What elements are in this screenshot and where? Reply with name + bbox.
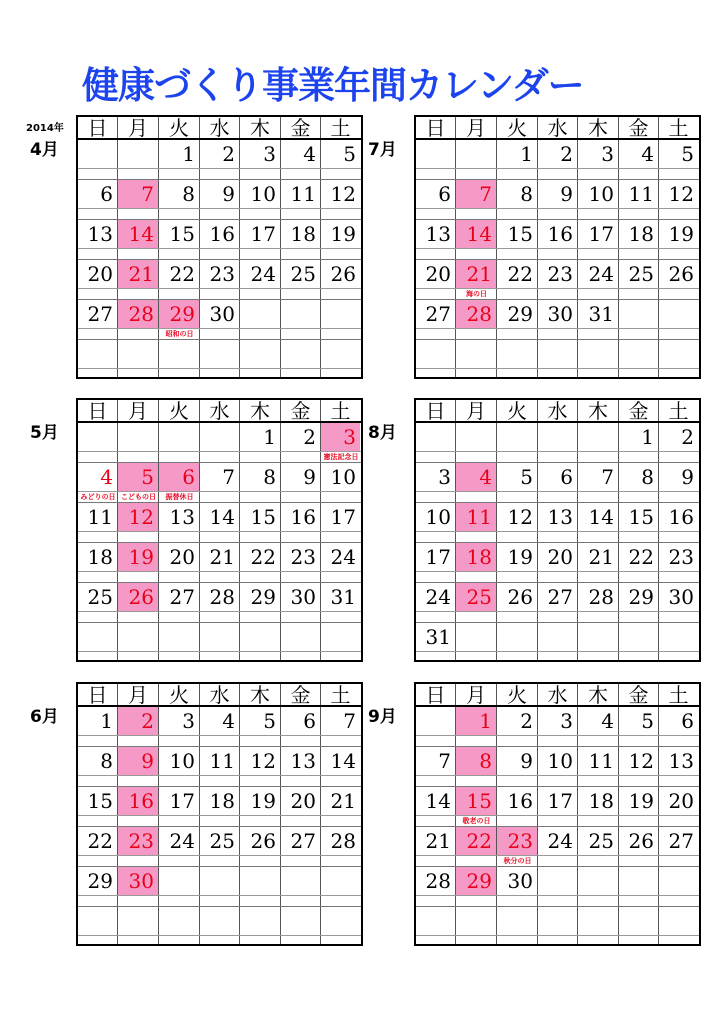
day-cell: 14 xyxy=(456,220,496,248)
day-cell: 30 xyxy=(118,867,158,895)
day-cell: 7 xyxy=(438,749,451,773)
week-row xyxy=(416,543,699,583)
weekday-label: 水 xyxy=(209,399,230,423)
day-cell: 27 xyxy=(668,829,694,853)
weekday-label: 火 xyxy=(507,683,527,707)
day-cell: 19 xyxy=(668,222,694,246)
weekday-header xyxy=(78,117,361,140)
day-cell: 26 xyxy=(118,583,158,611)
week-row xyxy=(78,140,361,180)
day-cell: 15 xyxy=(456,787,496,815)
week-row xyxy=(416,463,699,503)
week-row xyxy=(416,867,699,907)
weekday-label: 土 xyxy=(668,683,689,707)
weekday-label: 木 xyxy=(250,683,270,707)
weekday-label: 木 xyxy=(588,399,608,423)
day-cell: 4 xyxy=(456,463,496,491)
month-calendar xyxy=(414,682,701,946)
day-cell: 21 xyxy=(456,260,496,288)
weekday-label: 金 xyxy=(290,116,311,140)
day-cell: 4 xyxy=(641,142,654,166)
day-cell: 2 xyxy=(520,709,533,733)
day-cell: 22 xyxy=(628,545,654,569)
day-cell: 24 xyxy=(250,262,276,286)
day-cell: 24 xyxy=(425,585,451,609)
week-row xyxy=(78,707,361,747)
day-cell: 23 xyxy=(547,262,573,286)
week-row xyxy=(78,300,361,340)
day-cell: 11 xyxy=(87,505,113,529)
day-cell: 20 xyxy=(169,545,195,569)
day-cell: 16 xyxy=(507,789,533,813)
day-cell: 25 xyxy=(628,262,654,286)
week-row xyxy=(78,340,361,380)
day-cell: 25 xyxy=(290,262,316,286)
day-cell: 29 xyxy=(159,300,199,328)
week-row xyxy=(416,340,699,380)
holiday-note: 振替休日 xyxy=(165,493,194,501)
day-cell: 23 xyxy=(668,545,694,569)
day-cell: 1 xyxy=(520,142,533,166)
weekday-header xyxy=(416,684,699,707)
day-cell: 10 xyxy=(547,749,573,773)
week-row xyxy=(78,260,361,300)
day-cell: 6 xyxy=(303,709,316,733)
day-cell: 19 xyxy=(628,789,654,813)
day-cell: 21 xyxy=(330,789,356,813)
day-cell: 13 xyxy=(547,505,573,529)
day-cell: 14 xyxy=(425,789,451,813)
week-row xyxy=(416,583,699,623)
day-cell: 1 xyxy=(263,425,276,449)
day-cell: 26 xyxy=(507,585,533,609)
day-cell: 1 xyxy=(456,707,496,735)
day-cell: 12 xyxy=(250,749,276,773)
month-calendar xyxy=(414,115,701,379)
day-cell: 21 xyxy=(588,545,614,569)
day-cell: 11 xyxy=(628,182,654,206)
day-cell: 4 xyxy=(100,465,113,489)
day-cell: 25 xyxy=(456,583,496,611)
day-cell: 15 xyxy=(87,789,113,813)
day-cell: 5 xyxy=(118,463,158,491)
day-cell: 8 xyxy=(641,465,654,489)
day-cell: 16 xyxy=(668,505,694,529)
day-cell: 11 xyxy=(290,182,316,206)
weekday-label: 水 xyxy=(547,399,568,423)
day-cell: 20 xyxy=(668,789,694,813)
day-cell: 12 xyxy=(668,182,694,206)
day-cell: 27 xyxy=(169,585,195,609)
weekday-label: 土 xyxy=(330,116,351,140)
day-cell: 12 xyxy=(507,505,533,529)
day-cell: 9 xyxy=(118,747,158,775)
day-cell: 3 xyxy=(601,142,614,166)
day-cell: 17 xyxy=(330,505,356,529)
day-cell: 10 xyxy=(588,182,614,206)
day-cell: 12 xyxy=(330,182,356,206)
day-cell: 13 xyxy=(425,222,451,246)
weekday-label: 金 xyxy=(628,116,649,140)
day-cell: 30 xyxy=(547,302,573,326)
weekday-label: 月 xyxy=(128,399,148,423)
day-cell: 2 xyxy=(681,425,694,449)
day-cell: 29 xyxy=(507,302,533,326)
day-cell: 4 xyxy=(601,709,614,733)
weekday-label: 水 xyxy=(209,683,230,707)
weekday-label: 日 xyxy=(425,683,446,707)
week-row xyxy=(416,300,699,340)
day-cell: 8 xyxy=(456,747,496,775)
week-row xyxy=(78,583,361,623)
day-cell: 10 xyxy=(169,749,195,773)
day-cell: 29 xyxy=(456,867,496,895)
day-cell: 27 xyxy=(290,829,316,853)
day-cell: 25 xyxy=(588,829,614,853)
day-cell: 28 xyxy=(118,300,158,328)
week-row xyxy=(416,140,699,180)
weekday-label: 水 xyxy=(547,116,568,140)
day-cell: 11 xyxy=(456,503,496,531)
day-cell: 22 xyxy=(507,262,533,286)
day-cell: 23 xyxy=(209,262,235,286)
weekday-label: 水 xyxy=(209,116,230,140)
week-row xyxy=(416,623,699,663)
day-cell: 18 xyxy=(87,545,113,569)
day-cell: 28 xyxy=(330,829,356,853)
day-cell: 29 xyxy=(87,869,113,893)
week-row xyxy=(78,747,361,787)
day-cell: 15 xyxy=(169,222,195,246)
day-cell: 3 xyxy=(438,465,451,489)
weekday-label: 日 xyxy=(425,399,446,423)
day-cell: 31 xyxy=(330,585,356,609)
day-cell: 10 xyxy=(330,465,356,489)
month-label: 8月 xyxy=(368,423,397,443)
weekday-label: 月 xyxy=(466,399,486,423)
day-cell: 13 xyxy=(290,749,316,773)
day-cell: 19 xyxy=(118,543,158,571)
week-row xyxy=(78,543,361,583)
weekday-header xyxy=(416,117,699,140)
day-cell: 19 xyxy=(507,545,533,569)
weekday-label: 火 xyxy=(169,116,189,140)
day-cell: 28 xyxy=(209,585,235,609)
day-cell: 17 xyxy=(547,789,573,813)
day-cell: 28 xyxy=(456,300,496,328)
day-cell: 27 xyxy=(425,302,451,326)
weekday-label: 土 xyxy=(668,116,689,140)
holiday-note: 秋分の日 xyxy=(503,857,532,865)
day-cell: 23 xyxy=(118,827,158,855)
day-cell: 14 xyxy=(118,220,158,248)
day-cell: 18 xyxy=(588,789,614,813)
day-cell: 30 xyxy=(668,585,694,609)
day-cell: 13 xyxy=(668,749,694,773)
day-cell: 18 xyxy=(209,789,235,813)
holiday-note: 昭和の日 xyxy=(165,330,194,338)
day-cell: 9 xyxy=(222,182,235,206)
day-cell: 18 xyxy=(628,222,654,246)
day-cell: 22 xyxy=(87,829,113,853)
month-calendar xyxy=(76,115,363,379)
weekday-label: 土 xyxy=(330,683,351,707)
day-cell: 16 xyxy=(547,222,573,246)
day-cell: 12 xyxy=(118,503,158,531)
day-cell: 21 xyxy=(209,545,235,569)
weekday-header xyxy=(78,684,361,707)
week-row xyxy=(78,787,361,827)
day-cell: 7 xyxy=(118,180,158,208)
day-cell: 22 xyxy=(456,827,496,855)
day-cell: 6 xyxy=(100,182,113,206)
weekday-label: 火 xyxy=(169,399,189,423)
day-cell: 8 xyxy=(520,182,533,206)
day-cell: 9 xyxy=(681,465,694,489)
day-cell: 10 xyxy=(425,505,451,529)
day-cell: 8 xyxy=(100,749,113,773)
month-label: 6月 xyxy=(30,707,59,727)
day-cell: 16 xyxy=(118,787,158,815)
day-cell: 21 xyxy=(118,260,158,288)
holiday-note: みどりの日 xyxy=(80,493,116,501)
weekday-label: 金 xyxy=(628,399,649,423)
day-cell: 19 xyxy=(250,789,276,813)
day-cell: 10 xyxy=(250,182,276,206)
day-cell: 29 xyxy=(628,585,654,609)
day-cell: 18 xyxy=(456,543,496,571)
day-cell: 5 xyxy=(681,142,694,166)
month-calendar xyxy=(76,398,363,662)
day-cell: 5 xyxy=(263,709,276,733)
day-cell: 3 xyxy=(182,709,195,733)
weekday-label: 月 xyxy=(128,683,148,707)
day-cell: 24 xyxy=(547,829,573,853)
weekday-label: 木 xyxy=(588,683,608,707)
day-cell: 16 xyxy=(290,505,316,529)
day-cell: 21 xyxy=(425,829,451,853)
day-cell: 27 xyxy=(87,302,113,326)
weekday-label: 土 xyxy=(668,399,689,423)
week-row xyxy=(78,463,361,503)
weekday-label: 火 xyxy=(507,116,527,140)
day-cell: 12 xyxy=(628,749,654,773)
week-row xyxy=(78,907,361,947)
week-row xyxy=(416,747,699,787)
day-cell: 26 xyxy=(330,262,356,286)
week-row xyxy=(416,907,699,947)
week-row xyxy=(78,503,361,543)
day-cell: 15 xyxy=(628,505,654,529)
day-cell: 20 xyxy=(87,262,113,286)
day-cell: 15 xyxy=(507,222,533,246)
week-row xyxy=(416,707,699,747)
day-cell: 2 xyxy=(560,142,573,166)
day-cell: 30 xyxy=(209,302,235,326)
day-cell: 6 xyxy=(438,182,451,206)
day-cell: 26 xyxy=(250,829,276,853)
day-cell: 22 xyxy=(250,545,276,569)
day-cell: 26 xyxy=(668,262,694,286)
day-cell: 18 xyxy=(290,222,316,246)
weekday-header xyxy=(416,400,699,423)
weekday-label: 火 xyxy=(507,399,527,423)
weekday-label: 金 xyxy=(290,399,311,423)
weekday-label: 日 xyxy=(87,116,108,140)
day-cell: 31 xyxy=(425,625,451,649)
weekday-label: 月 xyxy=(128,116,148,140)
month-label: 7月 xyxy=(368,140,397,160)
day-cell: 30 xyxy=(507,869,533,893)
day-cell: 20 xyxy=(547,545,573,569)
day-cell: 22 xyxy=(169,262,195,286)
weekday-label: 木 xyxy=(250,399,270,423)
week-row xyxy=(78,623,361,663)
week-row xyxy=(416,827,699,867)
day-cell: 3 xyxy=(560,709,573,733)
day-cell: 6 xyxy=(560,465,573,489)
day-cell: 20 xyxy=(290,789,316,813)
day-cell: 8 xyxy=(263,465,276,489)
day-cell: 9 xyxy=(560,182,573,206)
day-cell: 1 xyxy=(100,709,113,733)
day-cell: 14 xyxy=(588,505,614,529)
weekday-label: 金 xyxy=(628,683,649,707)
week-row xyxy=(78,867,361,907)
day-cell: 28 xyxy=(425,869,451,893)
weekday-label: 日 xyxy=(87,399,108,423)
month-label: 5月 xyxy=(30,423,59,443)
day-cell: 9 xyxy=(520,749,533,773)
page-title: 健康づくり事業年間カレンダー xyxy=(82,64,584,107)
day-cell: 2 xyxy=(118,707,158,735)
day-cell: 4 xyxy=(222,709,235,733)
weekday-label: 日 xyxy=(425,116,446,140)
day-cell: 25 xyxy=(209,829,235,853)
day-cell: 14 xyxy=(209,505,235,529)
weekday-label: 日 xyxy=(87,683,108,707)
month-label: 4月 xyxy=(30,140,59,160)
day-cell: 17 xyxy=(250,222,276,246)
week-row xyxy=(416,423,699,463)
month-calendar xyxy=(76,682,363,946)
day-cell: 30 xyxy=(290,585,316,609)
day-cell: 3 xyxy=(321,423,360,451)
day-cell: 23 xyxy=(497,827,537,855)
day-cell: 1 xyxy=(641,425,654,449)
week-row xyxy=(416,503,699,543)
holiday-note: 憲法記念日 xyxy=(323,453,359,461)
month-calendar xyxy=(414,398,701,662)
day-cell: 25 xyxy=(87,585,113,609)
day-cell: 8 xyxy=(182,182,195,206)
day-cell: 13 xyxy=(87,222,113,246)
week-row xyxy=(78,827,361,867)
day-cell: 29 xyxy=(250,585,276,609)
weekday-label: 水 xyxy=(547,683,568,707)
week-row xyxy=(416,220,699,260)
day-cell: 7 xyxy=(222,465,235,489)
day-cell: 2 xyxy=(303,425,316,449)
day-cell: 15 xyxy=(250,505,276,529)
year-label: 2014年 xyxy=(26,123,64,134)
day-cell: 20 xyxy=(425,262,451,286)
weekday-label: 火 xyxy=(169,683,189,707)
week-row xyxy=(78,220,361,260)
day-cell: 3 xyxy=(263,142,276,166)
day-cell: 23 xyxy=(290,545,316,569)
day-cell: 31 xyxy=(588,302,614,326)
day-cell: 16 xyxy=(209,222,235,246)
day-cell: 13 xyxy=(169,505,195,529)
weekday-label: 金 xyxy=(290,683,311,707)
weekday-label: 土 xyxy=(330,399,351,423)
day-cell: 27 xyxy=(547,585,573,609)
day-cell: 5 xyxy=(520,465,533,489)
weekday-label: 月 xyxy=(466,116,486,140)
week-row xyxy=(78,423,361,463)
day-cell: 19 xyxy=(330,222,356,246)
day-cell: 7 xyxy=(601,465,614,489)
week-row xyxy=(416,260,699,300)
day-cell: 24 xyxy=(588,262,614,286)
week-row xyxy=(416,180,699,220)
day-cell: 1 xyxy=(182,142,195,166)
holiday-note: 海の日 xyxy=(466,290,487,298)
holiday-note: こどもの日 xyxy=(121,493,156,501)
weekday-label: 木 xyxy=(250,116,270,140)
weekday-label: 月 xyxy=(466,683,486,707)
weekday-header xyxy=(78,400,361,423)
day-cell: 24 xyxy=(330,545,356,569)
day-cell: 17 xyxy=(425,545,451,569)
day-cell: 28 xyxy=(588,585,614,609)
day-cell: 17 xyxy=(588,222,614,246)
holiday-note: 敬老の日 xyxy=(462,817,491,825)
day-cell: 2 xyxy=(222,142,235,166)
day-cell: 7 xyxy=(343,709,356,733)
day-cell: 24 xyxy=(169,829,195,853)
day-cell: 5 xyxy=(343,142,356,166)
day-cell: 11 xyxy=(209,749,235,773)
week-row xyxy=(78,180,361,220)
day-cell: 26 xyxy=(628,829,654,853)
month-label: 9月 xyxy=(368,707,397,727)
day-cell: 6 xyxy=(681,709,694,733)
day-cell: 6 xyxy=(159,463,199,491)
weekday-label: 木 xyxy=(588,116,608,140)
day-cell: 11 xyxy=(588,749,614,773)
day-cell: 4 xyxy=(303,142,316,166)
day-cell: 17 xyxy=(169,789,195,813)
day-cell: 7 xyxy=(456,180,496,208)
day-cell: 5 xyxy=(641,709,654,733)
week-row xyxy=(416,787,699,827)
day-cell: 14 xyxy=(330,749,356,773)
day-cell: 9 xyxy=(303,465,316,489)
